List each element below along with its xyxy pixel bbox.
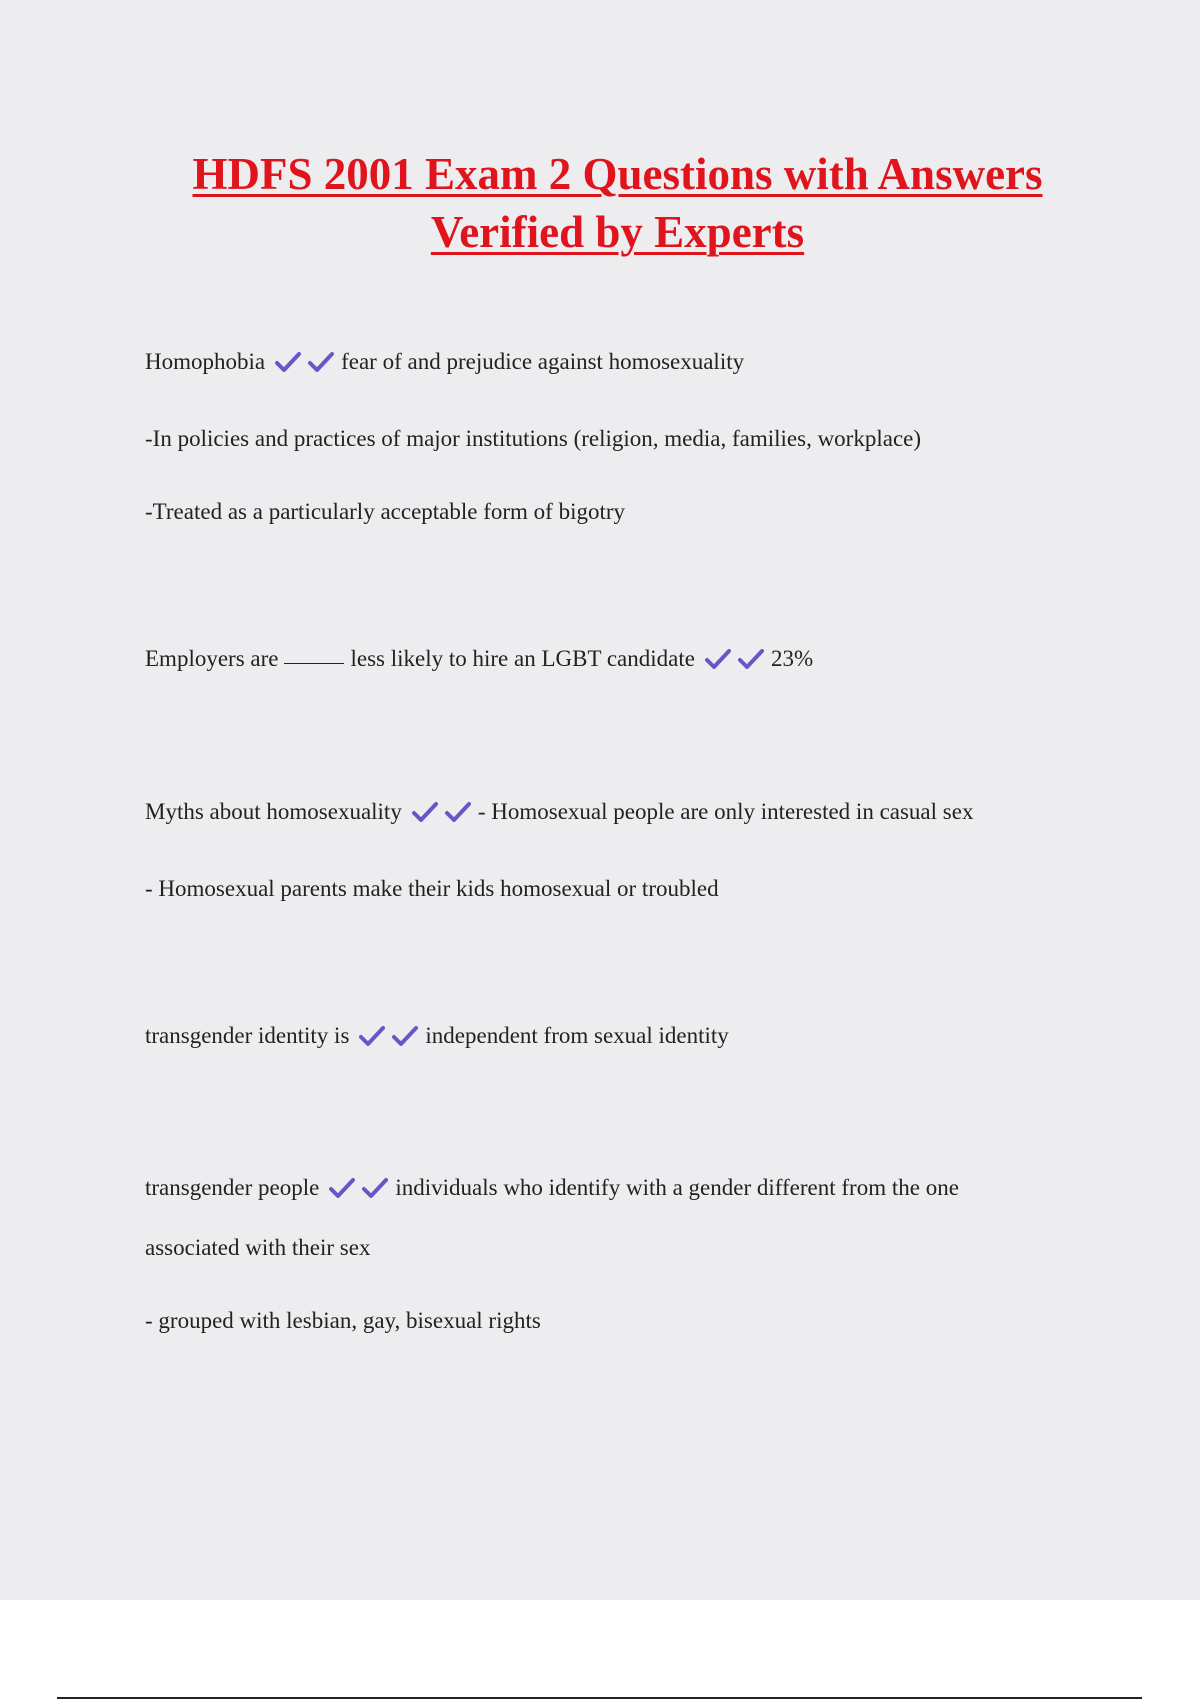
- answer-continuation: associated with their sex: [145, 1235, 371, 1260]
- answer-text: fear of and prejudice against homosexuality: [341, 349, 745, 374]
- answer-text: individuals who identify with a gender different from the one: [395, 1175, 959, 1200]
- qa-homophobia: [145, 347, 744, 377]
- check-mark-icon: [412, 800, 438, 824]
- qa-transgender-identity: [145, 1021, 729, 1051]
- qa-myths: [145, 797, 973, 827]
- question-text: less likely to hire an LGBT candidate: [350, 646, 695, 671]
- check-mark-icon: [308, 350, 334, 374]
- check-mark-icon: [362, 1176, 388, 1200]
- answer-detail: - Homosexual parents make their kids homosexual or troubled: [145, 876, 719, 901]
- answer-text: 23%: [770, 646, 814, 671]
- document-title: [100, 145, 1135, 261]
- question-text: transgender identity is: [145, 1023, 350, 1048]
- check-mark-icon: [275, 350, 301, 374]
- check-mark-icon: [392, 1024, 418, 1048]
- question-text: transgender people: [145, 1175, 320, 1200]
- question-text: Myths about homosexuality: [145, 799, 402, 824]
- answer-detail: - grouped with lesbian, gay, bisexual rights: [145, 1308, 541, 1333]
- question-text: Homophobia: [145, 349, 266, 374]
- answer-detail: -Treated as a particularly acceptable form of bigotry: [145, 499, 626, 524]
- answer-text: independent from sexual identity: [425, 1023, 729, 1048]
- check-mark-icon: [705, 647, 731, 671]
- answer-text: - Homosexual people are only interested in casual sex: [477, 799, 974, 824]
- fill-in-blank: [284, 663, 344, 664]
- qa-employers: [145, 644, 813, 674]
- qa-transgender-people: [145, 1173, 959, 1203]
- answer-detail: -In policies and practices of major institutions (religion, media, families, workplace): [145, 426, 922, 451]
- check-mark-icon: [329, 1176, 355, 1200]
- title-line-2: Verified by Experts: [430, 207, 805, 257]
- check-mark-icon: [738, 647, 764, 671]
- check-mark-icon: [445, 800, 471, 824]
- footer-divider: [57, 1697, 1142, 1699]
- title-line-1: HDFS 2001 Exam 2 Questions with Answers: [192, 149, 1043, 199]
- check-mark-icon: [359, 1024, 385, 1048]
- question-text: Employers are: [145, 646, 279, 671]
